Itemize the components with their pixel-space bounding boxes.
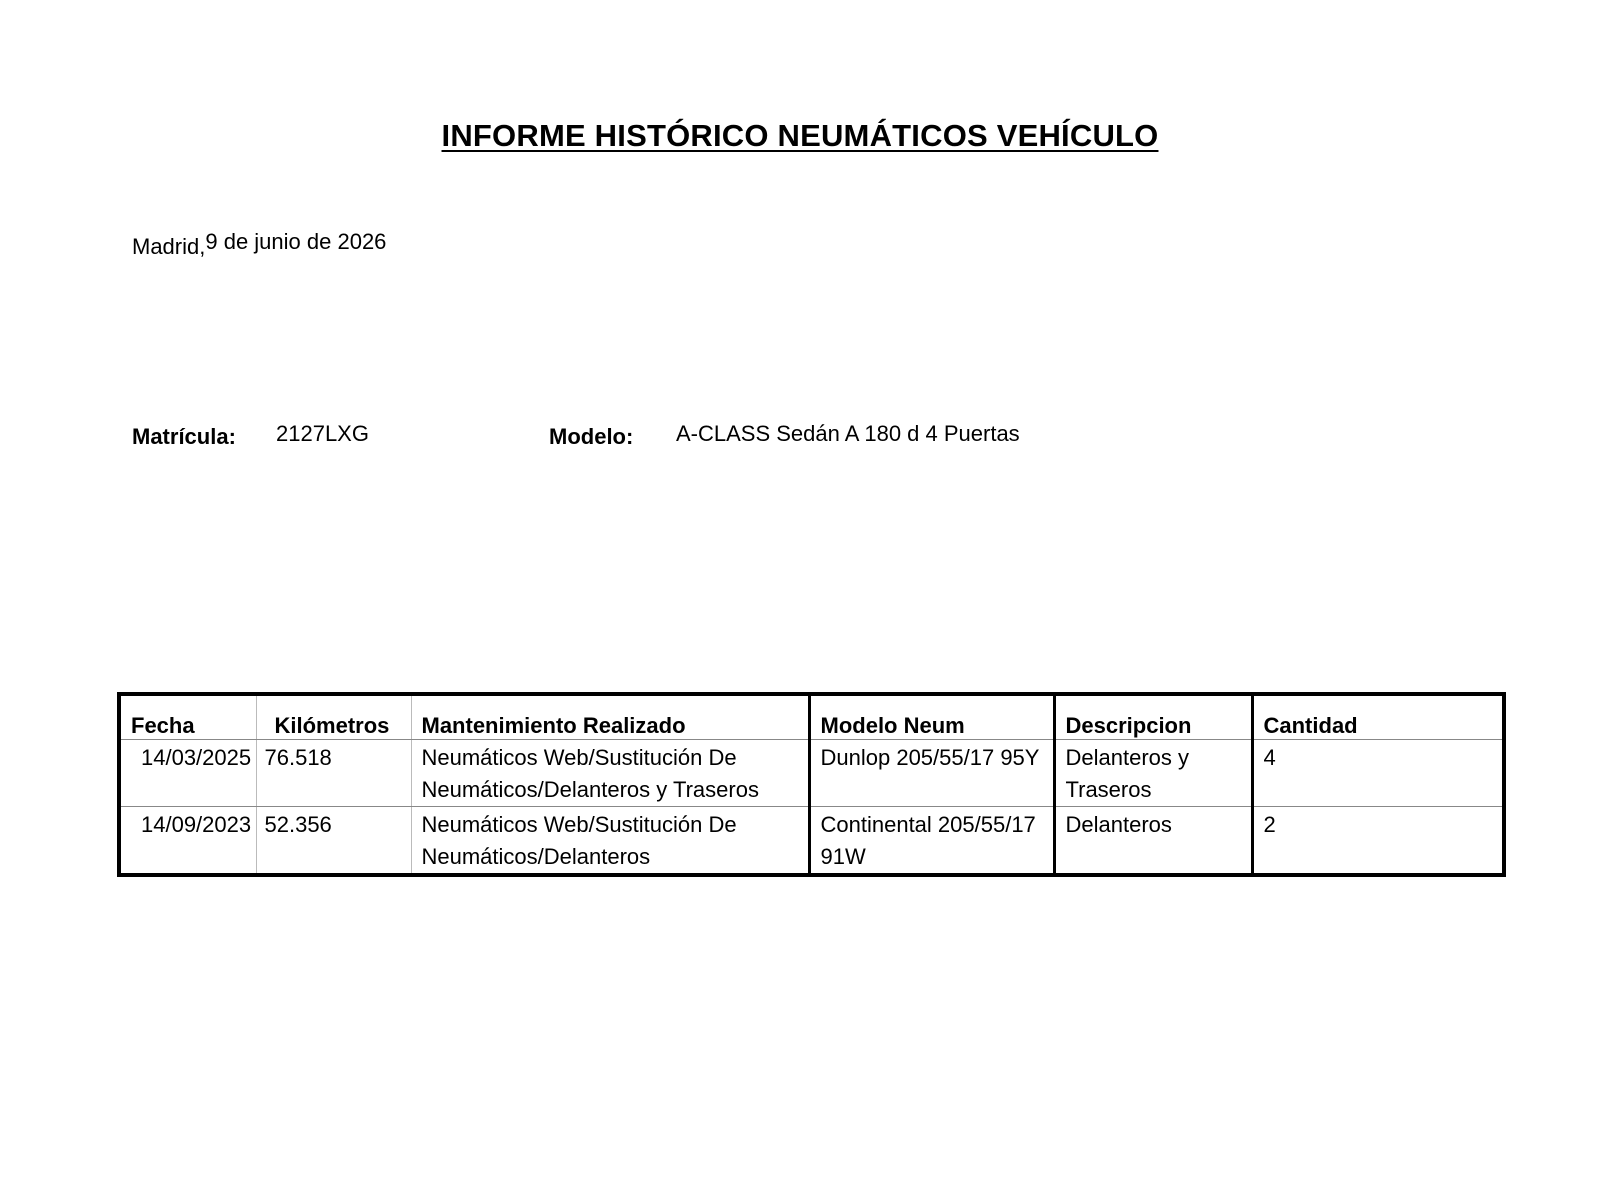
cell-km: 52.356: [256, 807, 411, 876]
report-date: 9 de junio de 2026: [205, 229, 387, 254]
report-date-line: [132, 229, 387, 259]
plate-value: 2127LXG: [276, 421, 369, 446]
header-mantenimiento: Mantenimiento Realizado: [411, 694, 809, 740]
header-fecha: Fecha: [119, 694, 256, 740]
cell-fecha: 14/03/2025: [119, 740, 256, 807]
report-title: INFORME HISTÓRICO NEUMÁTICOS VEHÍCULO: [441, 118, 1159, 153]
model-value: A-CLASS Sedán A 180 d 4 Puertas: [676, 421, 1020, 446]
cell-descripcion: Delanteros: [1054, 807, 1252, 876]
table-header-row: [119, 694, 1504, 740]
header-modelo-neum: Modelo Neum: [809, 694, 1054, 740]
cell-modelo-neum: Dunlop 205/55/17 95Y: [809, 740, 1054, 807]
model-label: Modelo:: [549, 424, 634, 449]
report-city: Madrid,: [132, 234, 206, 259]
cell-km: 76.518: [256, 740, 411, 807]
cell-cantidad: 4: [1252, 740, 1504, 807]
cell-mantenimiento: Neumáticos Web/Sustitución De Neumáticos/Delanteros: [411, 807, 809, 876]
cell-fecha: 14/09/2023: [119, 807, 256, 876]
cell-descripcion: Delanteros y Traseros: [1054, 740, 1252, 807]
cell-cantidad: 2: [1263, 812, 1276, 837]
tire-history-table: [117, 692, 1506, 877]
plate-label: Matrícula:: [132, 424, 236, 449]
table-row: [119, 807, 1504, 876]
header-cantidad: Cantidad: [1252, 694, 1504, 740]
cell-mantenimiento: Neumáticos Web/Sustitución De Neumáticos/Delanteros y Traseros: [411, 740, 809, 807]
header-descripcion: Descripcion: [1054, 694, 1252, 740]
table-row: [119, 740, 1504, 807]
cell-modelo-neum: Continental 205/55/17 91W: [809, 807, 1054, 876]
header-kilometros: Kilómetros: [256, 694, 411, 740]
